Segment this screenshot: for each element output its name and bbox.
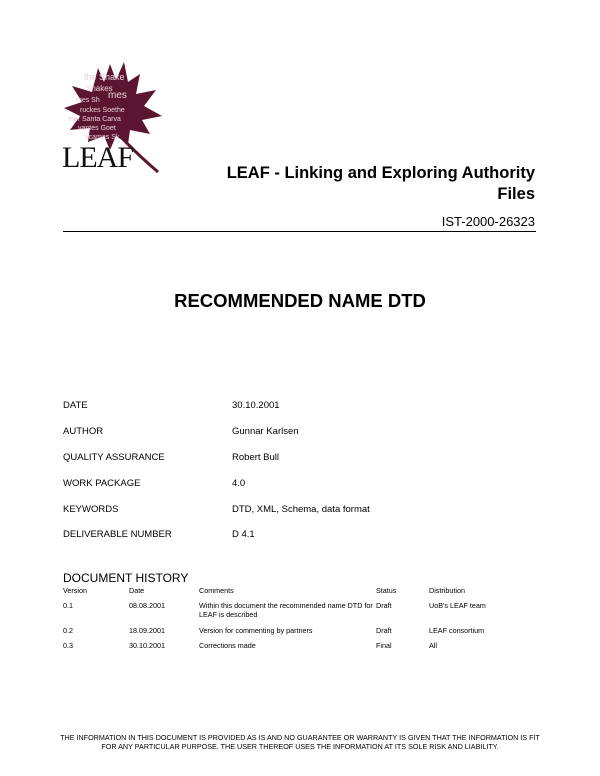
history-cell: Within this document the recommended name DTD for LEAF is described — [199, 601, 373, 619]
metadata-value: 4.0 — [232, 478, 246, 489]
logo-name: LEAF — [62, 141, 133, 174]
metadata-label: DATE — [63, 400, 88, 411]
history-cell: 08.08.2001 — [129, 601, 165, 610]
history-cell: 0.1 — [63, 601, 73, 610]
metadata-row — [63, 426, 533, 440]
metadata-label: WORK PACKAGE — [63, 478, 141, 489]
metadata-label: DELIVERABLE NUMBER — [63, 529, 172, 540]
metadata-label: AUTHOR — [63, 426, 104, 437]
leaf-word: the Shake — [84, 72, 125, 82]
metadata-value: Gunnar Karlsen — [232, 426, 299, 437]
footer-disclaimer: THE INFORMATION IN THIS DOCUMENT IS PROVIDED AS IS AND NO GUARANTEE OR WARRANTY IS GIVEN THAT THE INFORMATION IS FIT FOR ANY PARTICULAR PURPOSE. THE USER THEREOF USES THE INFORMATION AT ITS SOLE RISK AND LIABILITY. — [60, 733, 540, 751]
history-heading: DOCUMENT HISTORY — [63, 571, 189, 585]
history-cell: 30.10.2001 — [129, 641, 165, 650]
project-title: LEAF - Linking and Exploring Authority Files — [226, 164, 535, 203]
leaf-word: mes Sh — [76, 97, 100, 104]
leaf-word: mer Santa Carva — [68, 116, 121, 123]
metadata-value: D 4.1 — [232, 529, 255, 540]
document-title: RECOMMENDED NAME DTD — [174, 290, 426, 311]
header-divider — [63, 231, 536, 232]
leaf-word: Shakes — [86, 84, 113, 93]
history-cell: 0.3 — [63, 641, 73, 650]
history-column-header: Distribution — [429, 586, 465, 595]
history-cell: LEAF consortium — [429, 626, 485, 635]
project-number: IST-2000-26323 — [441, 214, 535, 229]
metadata-row — [63, 452, 533, 466]
metadata-row — [63, 529, 533, 543]
history-column-header: Status — [376, 586, 397, 595]
history-cell: 18.09.2001 — [129, 626, 165, 635]
metadata-row — [63, 504, 533, 518]
metadata-row — [63, 400, 533, 414]
metadata-value: 30.10.2001 — [232, 400, 280, 411]
history-column-header: Comments — [199, 586, 234, 595]
history-cell: Corrections made — [199, 641, 256, 650]
leaf-word: mes — [108, 90, 127, 101]
metadata-row — [63, 478, 533, 492]
history-cell: 0.2 — [63, 626, 73, 635]
history-cell: Draft — [376, 626, 392, 635]
history-cell: Draft — [376, 601, 392, 610]
history-cell: UoB's LEAF team — [429, 601, 486, 610]
metadata-label: QUALITY ASSURANCE — [63, 452, 165, 463]
leaf-word: ruckes Soethe — [80, 107, 125, 114]
history-cell: All — [429, 641, 437, 650]
history-column-header: Date — [129, 586, 145, 595]
leaf-word: vantes Goet — [78, 125, 116, 132]
leaf-word: Scamas Sk — [84, 134, 120, 141]
history-cell: Final — [376, 641, 392, 650]
metadata-value: Robert Bull — [232, 452, 279, 463]
history-cell: Version for commenting by partners — [199, 626, 313, 635]
metadata-value: DTD, XML, Schema, data format — [232, 504, 370, 515]
history-column-header: Version — [63, 586, 87, 595]
metadata-label: KEYWORDS — [63, 504, 119, 515]
